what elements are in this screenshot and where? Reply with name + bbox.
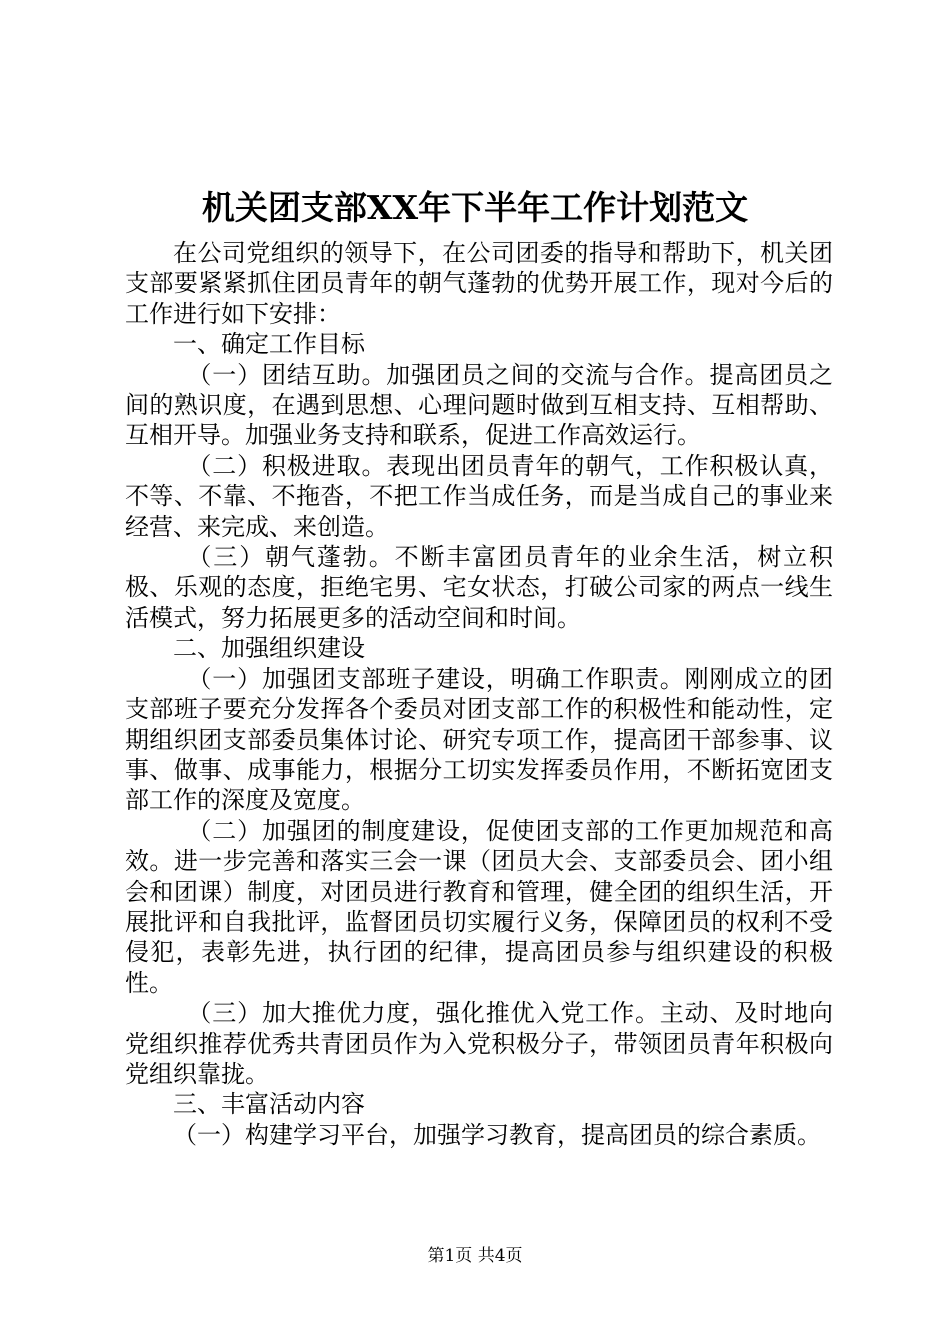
paragraph-3-1: （一）构建学习平台，加强学习教育，提高团员的综合素质。 — [173, 1120, 821, 1149]
paragraph-2-3: （三）加大推优力度，强化推优入党工作。主动、及时地向党组织推荐优秀共青团员作为入党积极分子，带领团员青年积极向党组织靠拢。 — [125, 999, 833, 1088]
section-heading-1: 一、确定工作目标 — [173, 330, 365, 359]
paragraph-2-2: （二）加强团的制度建设，促使团支部的工作更加规范和高效。进一步完善和落实三会一课（团员大会、支部委员会、团小组会和团课）制度，对团员进行教育和管理，健全团的组织生活，开展批评和自我批评，监督团员切实履行义务，保障团员的权利不受侵犯，表彰先进，执行团的纪律，提高团员参与组织建设的积极性。 — [125, 816, 833, 997]
paragraph-1-1: （一）团结互助。加强团员之间的交流与合作。提高团员之间的熟识度，在遇到思想、心理问题时做到互相支持、互相帮助、互相开导。加强业务支持和联系，促进工作高效运行。 — [125, 360, 833, 450]
section-heading-3: 三、丰富活动内容 — [173, 1090, 365, 1119]
page-footer: 第1页 共4页 — [427, 1246, 523, 1266]
document-title: 机关团支部XX年下半年工作计划范文 — [201, 188, 749, 227]
section-heading-2: 二、加强组织建设 — [173, 634, 365, 663]
paragraph-1-3: （三）朝气蓬勃。不断丰富团员青年的业余生活，树立积极、乐观的态度，拒绝宅男、宅女状态，打破公司家的两点一线生活模式，努力拓展更多的活动空间和时间。 — [125, 543, 833, 632]
document-body — [125, 238, 833, 1150]
paragraph-intro: 在公司党组织的领导下，在公司团委的指导和帮助下，机关团支部要紧紧抓住团员青年的朝气蓬勃的优势开展工作，现对今后的工作进行如下安排： — [125, 239, 833, 328]
paragraph-2-1: （一）加强团支部班子建设，明确工作职责。刚刚成立的团支部班子要充分发挥各个委员对团支部工作的积极性和能动性，定期组织团支部委员集体讨论、研究专项工作，提高团干部参事、议事、做事、成事能力，根据分工切实发挥委员作用，不断拓宽团支部工作的深度及宽度。 — [125, 664, 833, 815]
paragraph-1-2: （二）积极进取。表现出团员青年的朝气，工作积极认真，不等、不靠、不拖沓，不把工作当成任务，而是当成自己的事业来经营、来完成、来创造。 — [125, 451, 833, 541]
